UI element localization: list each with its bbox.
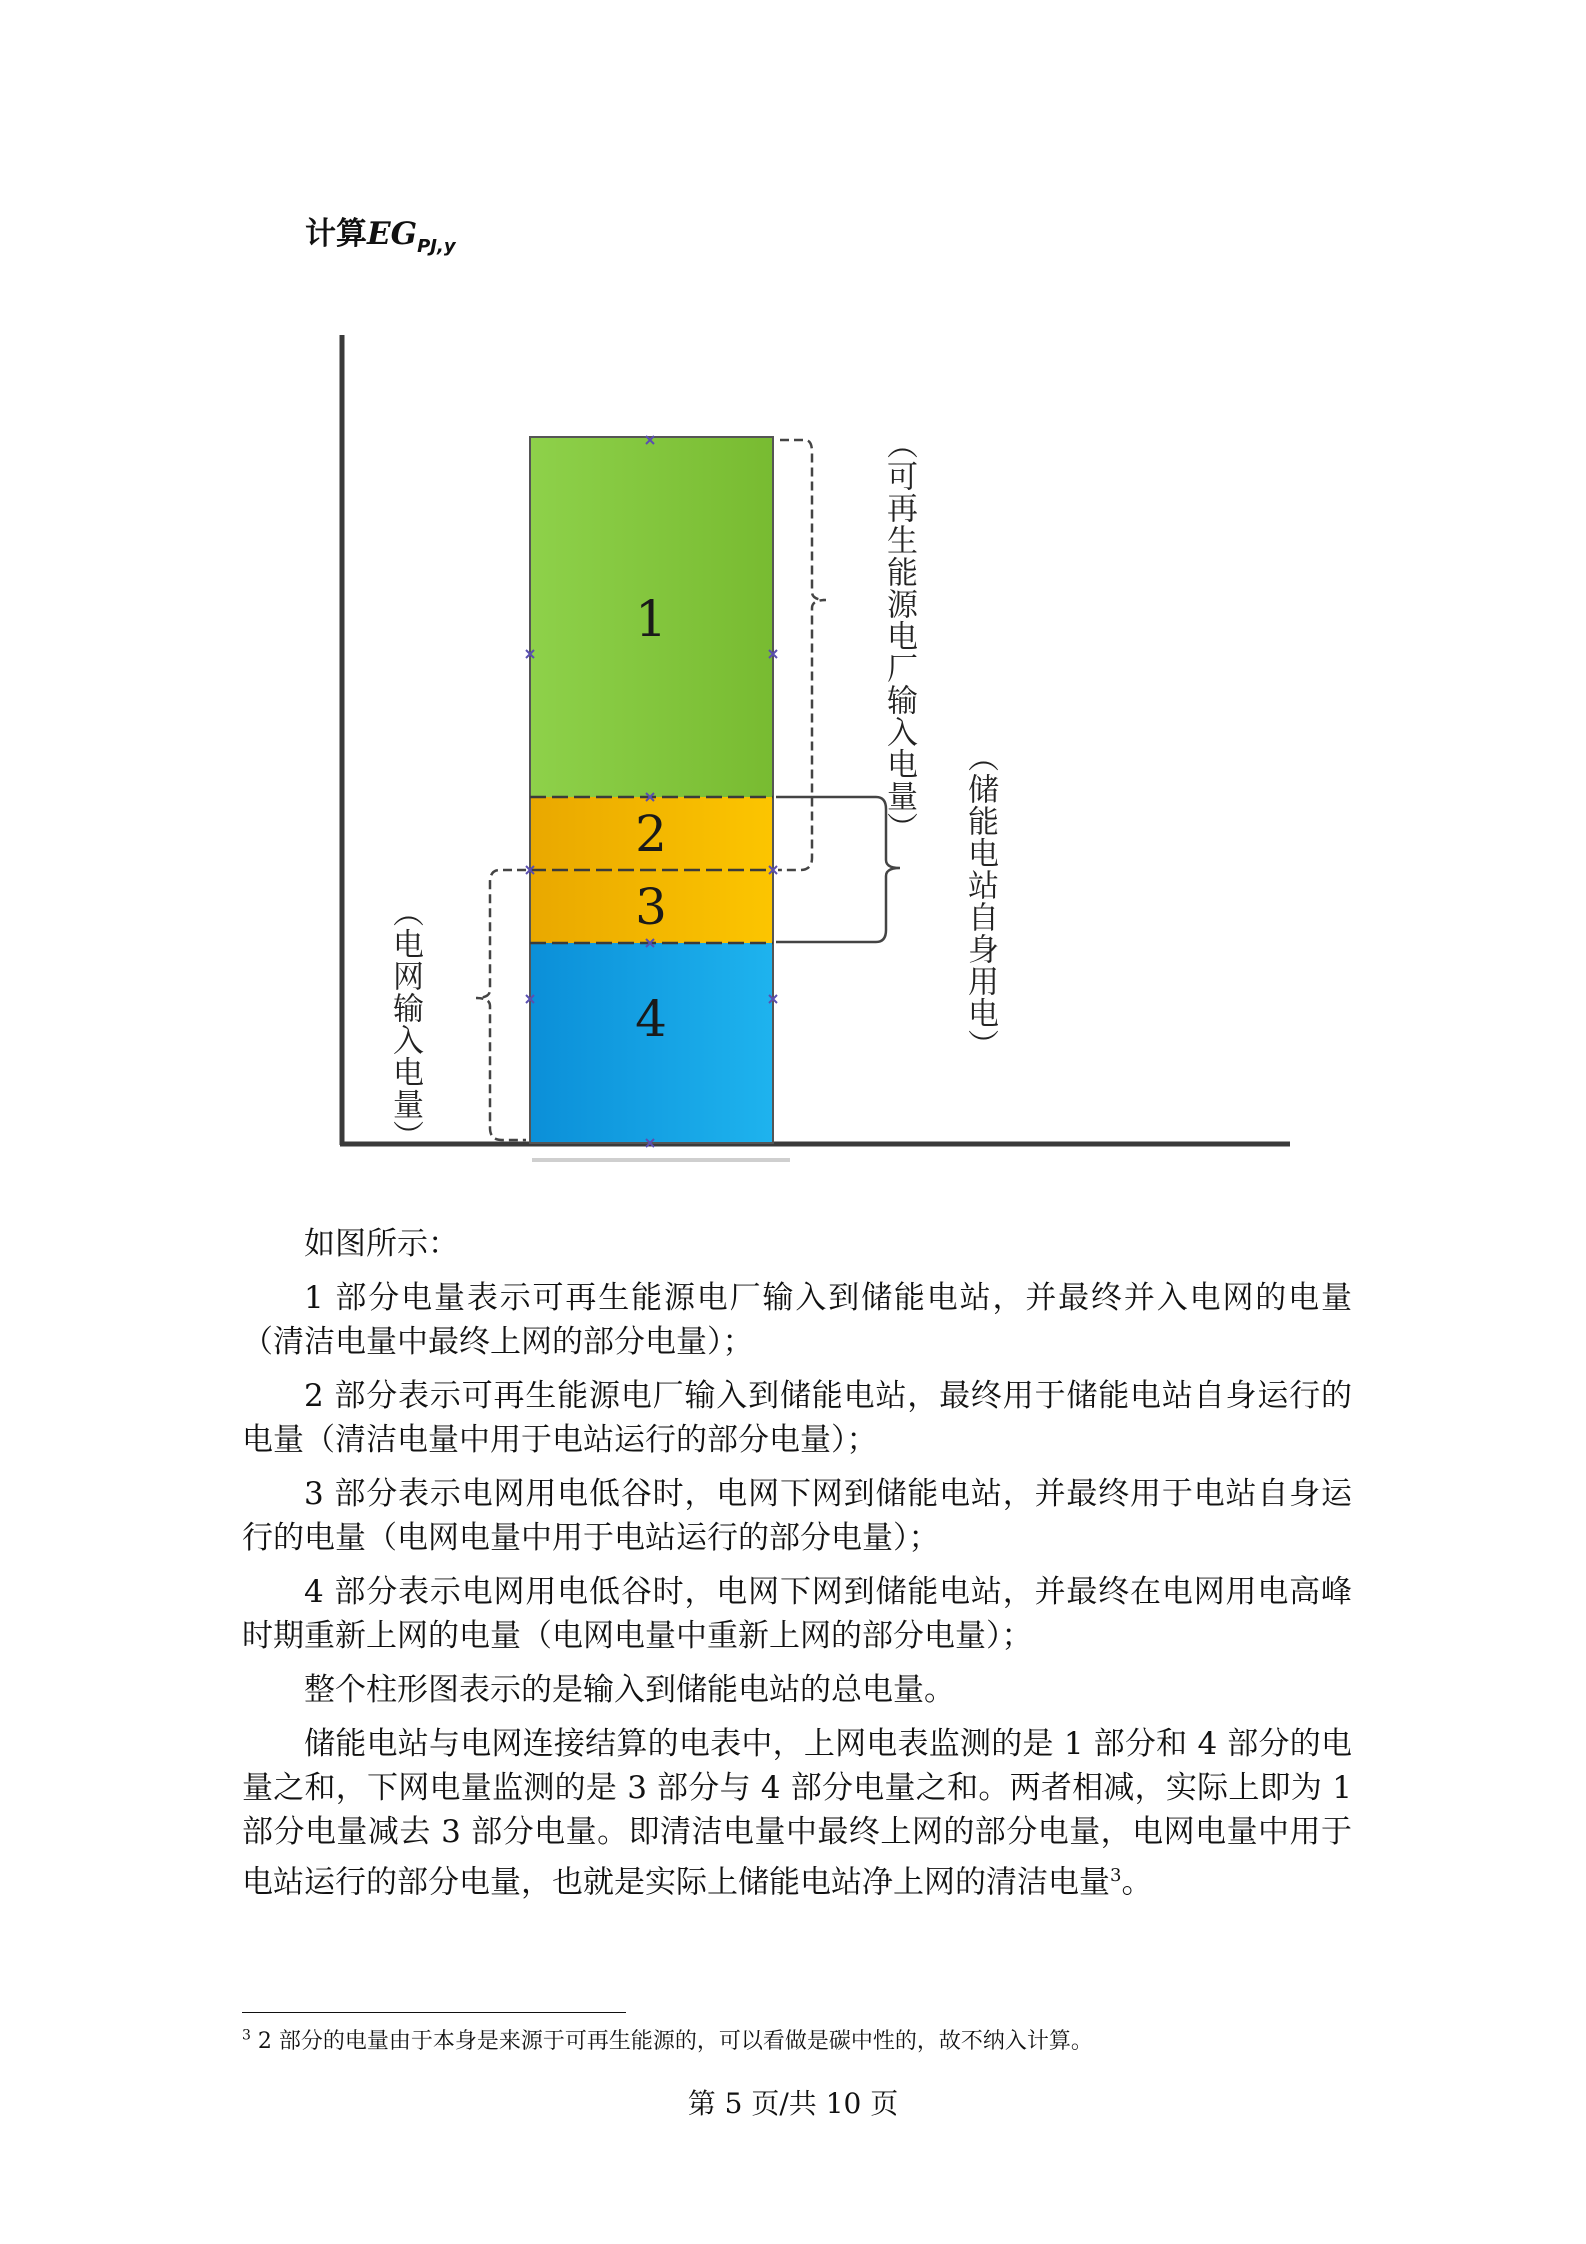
footnote (242, 2024, 1093, 2055)
heading-prefix: 计算 (305, 216, 367, 252)
paragraph: 3 部分表示电网用电低谷时，电网下网到储能电站，并最终用于电站自身运行的电量（电网电量中用于电站运行的部分电量）； (242, 1476, 1352, 1556)
body-text (242, 1222, 1352, 1914)
self-use-label: （储能电站自身用电） (962, 741, 998, 1061)
paragraph: 整个柱形图表示的是输入到储能电站的总电量。 (304, 1672, 955, 1708)
grid-brace (476, 870, 526, 1140)
paragraph-text: 储能电站与电网连接结算的电表中，上网电表监测的是 1 部分和 4 部分的电量之和，下网电量监测的是 3 部分与 4 部分电量之和。两者相减，实际上即为 1 部分电量减去 3 部分电量。即清洁电量中最终上网的部分电量，电网电量中用于电站运行的部分电量，也就是实际上储能电站净上网的清洁电量 (242, 1726, 1352, 1901)
footnote-text: 2 部分的电量由于本身是来源于可再生能源的，可以看做是碳中性的，故不纳入计算。 (250, 2029, 1093, 2054)
paragraph: 如图所示： (304, 1226, 459, 1262)
paragraph: 4 部分表示电网用电低谷时，电网下网到储能电站，并最终在电网用电高峰时期重新上网的电量（电网电量中重新上网的部分电量）； (242, 1574, 1352, 1654)
heading-math-subscript: PJ,y (417, 236, 456, 257)
footnote-divider (242, 2012, 626, 2013)
segment-2-label: 2 (635, 805, 667, 863)
footnote-reference[interactable]: 3 (1110, 1865, 1122, 1886)
segment-3-label: 3 (635, 878, 667, 936)
segment-1-label: 1 (635, 590, 667, 648)
segment-4-label: 4 (635, 990, 667, 1048)
paragraph-with-footnote: 储能电站与电网连接结算的电表中，上网电表监测的是 1 部分和 4 部分的电量之和，下网电量监测的是 3 部分与 4 部分电量之和。两者相减，实际上即为 1 部分电量减去 3 部分电量。即清洁电量中最终上网的部分电量，电网电量中用于电站运行的部分电量，也就是实际上储能电站净上网的清洁电量$^3$。 (242, 1726, 1352, 1901)
heading-math-base: EG (367, 216, 418, 252)
paragraph: 2 部分表示可再生能源电厂输入到储能电站，最终用于储能电站自身运行的电量（清洁电量中用于电站运行的部分电量）； (242, 1378, 1352, 1458)
renewable-brace (778, 440, 826, 870)
renewable-input-label: （可再生能源电厂输入电量） (881, 428, 917, 844)
footnote-mark: 3 (242, 2027, 251, 2044)
page-number: 第 5 页/共 10 页 (687, 2087, 899, 2120)
paragraph: 1 部分电量表示可再生能源电厂输入到储能电站，并最终并入电网的电量（清洁电量中最终上网的部分电量）； (242, 1280, 1352, 1360)
grid-input-label: （电网输入电量） (387, 896, 423, 1152)
